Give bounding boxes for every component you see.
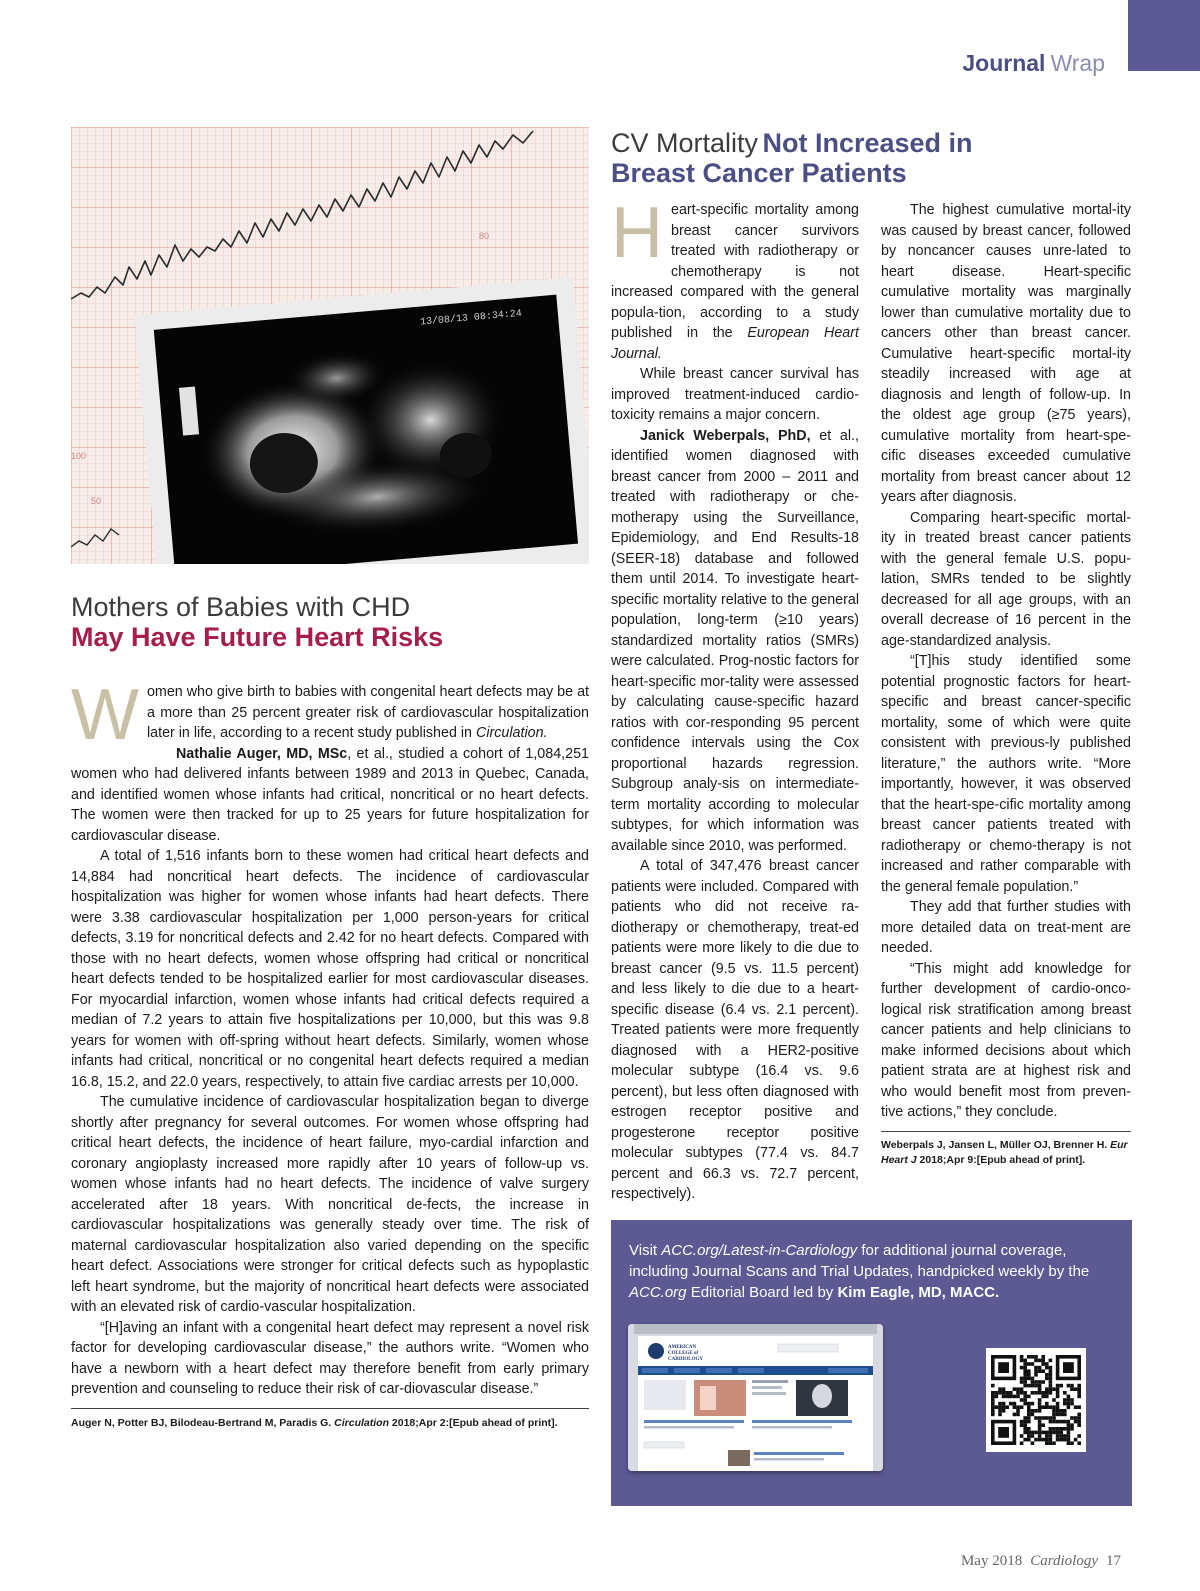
article-chd-author: Nathalie Auger, MD, MSc <box>175 745 348 762</box>
article-cv-heading <box>611 128 1131 188</box>
article-cv-p1-journal: European Heart Journal. <box>611 325 859 362</box>
article-cv-p2: While breast cancer survival has improved treatment-induced cardio-toxicity remains a major concern. <box>611 366 859 423</box>
section-label-light: Wrap <box>1050 50 1105 76</box>
article-cv-p7: “[T]his study identified some potential prognostic factors for heart-specific and breast cancer-specific mortality, some of which were quite consistent with previous-ly published literature,” the authors write. “More importantly, however, it was observed that the heart-spe-cific mortality among breast cancer patients treated with radiotherapy or chemo-therapy is not increased and rather comparable with the general female population.” <box>881 653 1131 895</box>
article-cv-citation-journal: Eur Heart J <box>881 1138 1128 1166</box>
article-cv-headline-b: Breast Cancer Patients <box>611 158 907 188</box>
section-label <box>962 48 1105 78</box>
dropcap-w: W <box>71 675 139 755</box>
article-cv-column-2 <box>881 200 1131 1168</box>
article-cv-p4: A total of 347,476 breast cancer patients were included. Compared with patients who did not receive ra-diotherapy or chemotherapy, treat-ed patients were more likely to die due to breast cancer (9.5 vs. 11.5 percent) and less likely to die due to a heart-specific disease (6.4 vs. 2.1 percent). Treated patients were more frequently diagnosed with a HER2-positive molecular subtype (16.4 vs. 9.6 percent), but less often diagnosed with estrogen receptor positive and progesterone receptor positive molecular subtypes (77.4 vs. 84.7 percent and 66.3 vs. 72.7 percent, respectively). <box>611 858 859 1202</box>
article-chd <box>71 592 589 1431</box>
article-chd-citation-rest: 2018;Apr 2:[Epub ahead of print]. <box>391 1416 558 1429</box>
promo-link[interactable]: ACC.org/Latest-in-Cardiology <box>661 1242 858 1259</box>
article-chd-citation <box>71 1416 589 1431</box>
article-cv-kicker: CV Mortality <box>611 128 759 158</box>
promo-editor: Kim Eagle, MD, MACC. <box>837 1284 1000 1301</box>
ultrasound-timestamp: 13/08/13 08:34:24 <box>419 308 523 329</box>
article-cv-column-1 <box>611 193 859 1205</box>
article-chd-body <box>71 675 589 1400</box>
article-cv-author: Janick Weberpals, PhD, <box>640 427 811 444</box>
article-cv-p8: They add that further studies with more detailed data on treat-ment are needed. <box>881 899 1131 956</box>
article-chd-citation-journal: Circulation <box>334 1416 389 1429</box>
promo-box <box>611 1220 1132 1506</box>
qr-code[interactable] <box>986 1348 1086 1452</box>
article-chd-p5: “[H]aving an infant with a congenital heart defect may represent a novel risk factor for developing cardiovascular disease,” the authors write. “Women who have a newborn with a heart defect may therefore benefit from early primary prevention and counseling to reduce their risk of car-diovascular disease.” <box>71 1319 589 1397</box>
article-chd-p3: A total of 1,516 infants born to these women had critical heart defects and 14,884 had noncritical heart defects. The incidence of cardiovascular hospitalization was higher for women whose infants had heart defects. There were 3.38 cardiovascular hospitalization per 1,000 person-years for critical defects, 3.19 for noncritical defects and 2.42 for no heart defects. Compared with those with no heart defects, women whose offspring had critical or noncritical heart defects tended to be hospitalized earlier for most cardiovascular diseases. For myocardial infarction, women whose infants had critical defects required a median of 7.2 years to attain five hospitalizations per 10,000, but this was 9.8 years for women with off-spring without heart defects. Similarly, women whose infants had critical, noncritical or no congenital heart defects required a median 16.8, 15.2, and 22.0 years, respectively, to attain five cardiac arrests per 10,000. <box>71 848 589 1090</box>
article-chd-p2: , et al., studied a cohort of 1,084,251 women who had delivered infants between 1989 and 2013 in Quebec, Canada, and identified women whose infants had critical, noncritical or no heart defects. The women were then tracked for up to 25 years for future hospitalization for cardiovascular disease. <box>71 745 589 844</box>
grid-label-50: 50 <box>91 496 102 506</box>
article-cv-p1: eart-specific mortality among breast cancer survivors treated with radiotherapy or chemotherapy is not increased compared with the general popula-tion, according to a study published in the <box>611 202 859 341</box>
site-name-line-3: CARDIOLOGY <box>668 1357 704 1362</box>
article-cv-p9: “This might add knowledge for further development of cardio-onco-logical risk stratification among breast cancer patients and help clinicians to make informed decisions about which patient strata are at highest risk and who would benefit most from preven-tive actions,” they conclude. <box>881 960 1131 1120</box>
svg-text:80: 80 <box>479 231 490 241</box>
promo-text-a: for additional journal coverage, including Journal Scans and Trial Updates, handpicked weekly by the <box>629 1242 1090 1280</box>
site-name-line-2: COLLEGE of <box>668 1351 699 1356</box>
promo-text <box>629 1240 1109 1303</box>
article-chd-rule <box>71 1408 589 1409</box>
footer-journal: Cardiology <box>1030 1553 1098 1569</box>
site-name-line-1: AMERICAN <box>668 1345 697 1350</box>
article-chd-p4: The cumulative incidence of cardiovascular hospitalization began to diverge shortly after pregnancy for several outcomes. For women whose offspring had critical heart defects, the incidence of heart failure, myo-cardial infarction and coronary angioplasty increased more rapidly after 10 years of follow-up vs. women whose infants had no heart defects. The incidence of valve surgery accelerated after 18 years. With noncritical de-fects, the increase in cardiovascular hospitalizations was generally steady over time. The risk of maternal cardiovascular hospitalization also varied depending on the specific heart defect. Associations were stronger for critical defects such as hypoplastic left heart syndrome, but the majority of noncritical heart defects were associated with an elevated risk of cardio-vascular hospitalization. <box>71 1094 589 1315</box>
ultrasound-photo <box>71 127 589 564</box>
promo-brand: ACC.org <box>629 1284 687 1301</box>
article-cv-citation-authors: Weberpals J, Jansen L, Müller OJ, Brenner H. <box>881 1138 1108 1151</box>
article-cv-rule <box>881 1131 1131 1132</box>
article-cv-citation-rest: 2018;Apr 9:[Epub ahead of print]. <box>919 1153 1086 1166</box>
article-cv-citation <box>881 1138 1131 1168</box>
promo-visit: Visit <box>629 1242 658 1259</box>
article-chd-p1-journal: Circulation. <box>476 725 548 741</box>
promo-text-b: Editorial Board led by <box>690 1284 834 1301</box>
article-chd-p1: omen who give birth to babies with congenital heart defects may be at a more than 25 percent greater risk of cardiovascular hospitalization later in life, according to a recent study published in <box>146 684 589 741</box>
article-cv-p5: The highest cumulative mortal-ity was caused by breast cancer, followed by noncancer causes unre-lated to heart disease. Heart-specific cumulative mortality was marginally lower than cumulative mortality due to cancers other than breast cancer. Cumulative heart-specific mortal-ity steadily increased with age at diagnosis and length of follow-up. In the oldest age group (≥75 years), cumulative mortality from heart-spe-cific diseases exceeded cumulative mortality from breast cancer about 12 years after diagnosis. <box>881 202 1131 505</box>
footer-date: May 2018 <box>960 1553 1023 1569</box>
article-cv-headline-a: Not Increased in <box>762 128 973 158</box>
section-label-strong: Journal <box>962 50 1046 76</box>
article-chd-citation-authors: Auger N, Potter BJ, Bilodeau-Bertrand M, Paradis G. <box>71 1416 332 1429</box>
page-footer <box>961 1553 1121 1570</box>
grid-label-100: 100 <box>71 451 87 461</box>
website-screenshot <box>628 1324 883 1471</box>
article-cv-p3: et al., identified women diagnosed with breast cancer from 2000 – 2011 and treated with radiotherapy or che-motherapy using the Surveillance, Epidemiology, and End Results-18 (SEER-18) database and followed them until 2014. To investigate heart-specific mortality relative to the general population, long-term (≥10 years) standardized mortality ratios (SMRs) were calculated. Prog-nostic factors for heart-specific mor-tality were assessed by calculating cause-specific hazard ratios with cor-responding 95 percent confidence intervals using the Cox proportional hazards regression. Subgroup analy-sis on intermediate-term mortality according to molecular subtypes, for which information was available since 2010, was performed. <box>611 427 859 854</box>
footer-page-number: 17 <box>1106 1553 1121 1569</box>
dropcap-h: H <box>611 193 663 273</box>
corner-tab <box>1128 0 1200 71</box>
article-cv-p6: Comparing heart-specific mortal-ity in treated breast cancer patients with the general female U.S. popu-lation, SMRs tended to be slightly decreased for all age groups, with an overall decrease of 16 percent in the age-standardized analysis. <box>881 509 1131 649</box>
article-chd-headline: May Have Future Heart Risks <box>71 622 444 652</box>
article-chd-kicker: Mothers of Babies with CHD <box>71 592 411 622</box>
